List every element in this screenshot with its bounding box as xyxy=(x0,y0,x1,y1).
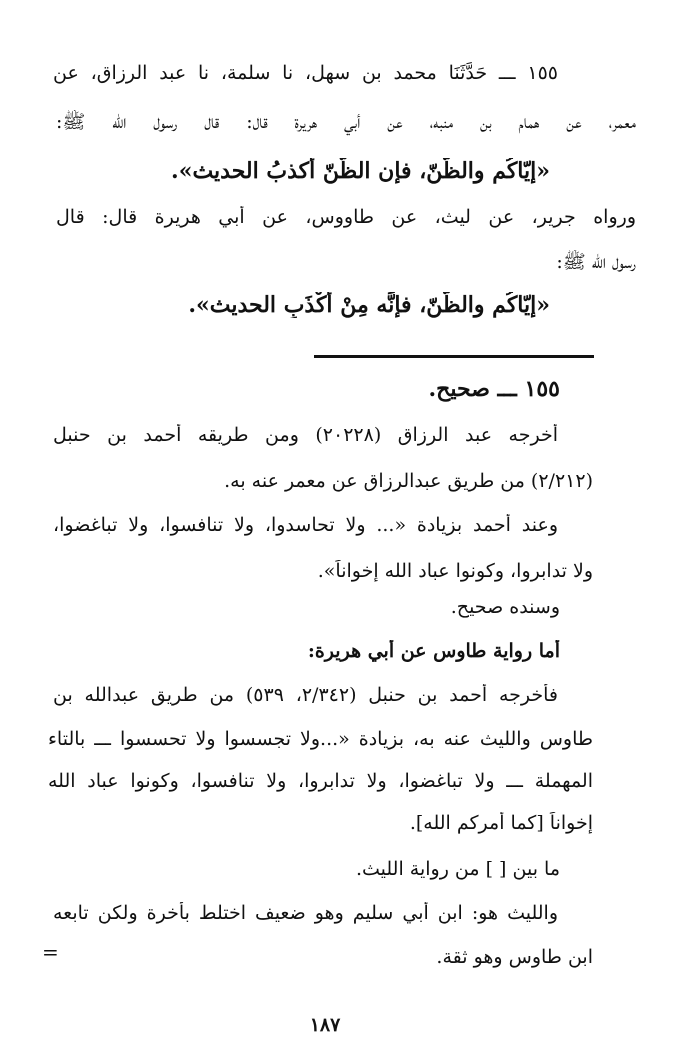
commentary-p4-line-3: المهملة ـــ ولا تباغضوا، ولا تدابروا، ولا تنافسوا، وكونوا عباد الله xyxy=(48,770,593,792)
commentary-p2-line-2: ولا تدابروا، وكونوا عباد الله إخواناً». xyxy=(317,560,593,582)
commentary-p4-line-2: طاوس والليث عنه به، بزيادة «...ولا تجسسوا ولا تحسسوا ـــ بالتاء xyxy=(48,728,593,750)
hadith-quote-1: «إيّاكُم والظَّنّ، فإن الظّنّ أكذبُ الحديث». xyxy=(171,158,550,184)
commentary-p4-line-4: إخواناً [كما أمركم الله]. xyxy=(409,812,593,834)
section-divider xyxy=(314,355,594,358)
commentary-p3: وسنده صحيح. xyxy=(450,596,560,618)
commentary-heading: ١٥٥ ـــ صحيح. xyxy=(428,376,560,402)
hadith-line-3: ورواه جرير، عن ليث، عن طاووس، عن أبي هريرة قال: قال xyxy=(56,206,636,228)
continuation-mark: = xyxy=(42,940,59,964)
hadith-line-4: رسول الله ﷺ: xyxy=(556,251,636,273)
commentary-p2-line-1: وعند أحمد بزيادة «... ولا تحاسدوا، ولا تنافسوا، ولا تباغضوا، xyxy=(53,514,558,536)
commentary-p1-line-1: أخرجه عبد الرزاق (٢٠٢٢٨) ومن طريقه أحمد بن حنبل xyxy=(53,424,558,446)
commentary-p5: ما بين [ ] من رواية الليث. xyxy=(355,858,560,880)
page-number: ١٨٧ xyxy=(309,1014,341,1036)
commentary-p6-line-2: ابن طاوس وهو ثقة. xyxy=(436,946,593,968)
hadith-line-1: ١٥٥ ـــ حَدَّثَنَا محمد بن سهل، نا سلمة، نا عبد الرزاق، عن xyxy=(53,62,558,84)
hadith-line-2: معمر، عن همام بن منبه، عن أبي هريرة قال: قال رسول الله ﷺ: xyxy=(56,111,636,133)
commentary-p1-line-2: (٢/٢١٢) من طريق عبدالرزاق عن معمر عنه به. xyxy=(224,470,593,492)
hadith-quote-2: «إيّاكُم والظّنّ، فإنَّه مِنْ أكْذَبِ الحديث». xyxy=(188,292,550,318)
commentary-subheading: أما رواية طاوس عن أبي هريرة: xyxy=(307,640,560,662)
commentary-p6-line-1: والليث هو: ابن أبي سليم وهو ضعيف اختلط بأخرة ولكن تابعه xyxy=(53,902,558,924)
commentary-p4-line-1: فأخرجه أحمد بن حنبل (٢/٣٤٢، ٥٣٩) من طريق عبدالله بن xyxy=(53,684,558,706)
